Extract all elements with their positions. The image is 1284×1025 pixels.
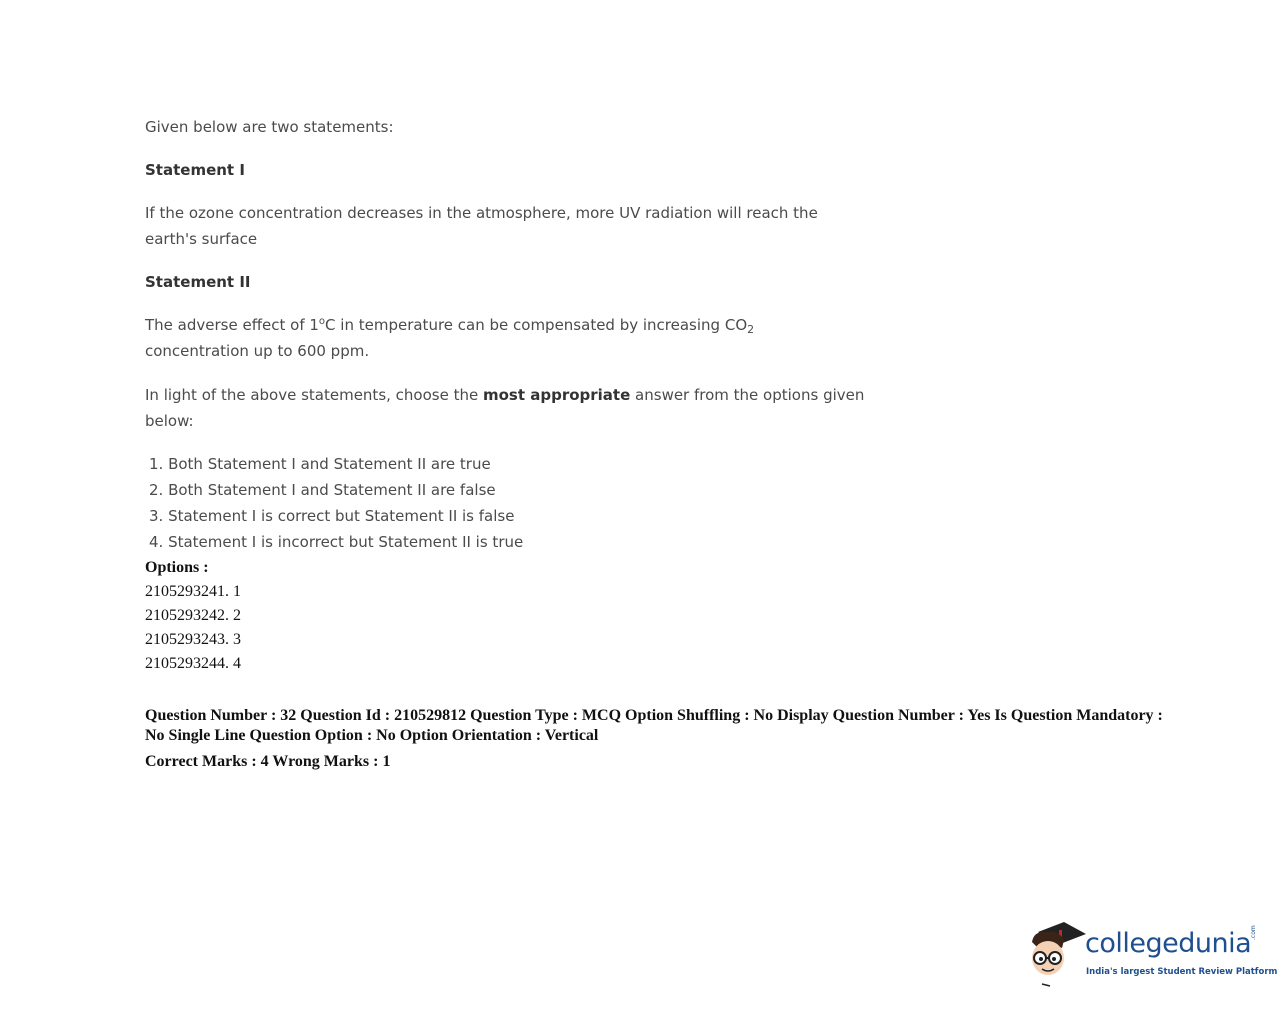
question-intro: Given below are two statements: (145, 118, 394, 136)
option-item: 2105293244. 4 (145, 655, 241, 672)
statement-2-part-1: The adverse effect of 1 (145, 316, 319, 334)
option-item: 2105293242. 2 (145, 607, 241, 624)
statement-1-text: If the ozone concentration decreases in the atmosphere, more UV radiation will reach the earth's surface (145, 204, 818, 248)
question-meta-line: Question Number : 32 Question Id : 210529812 Question Type : MCQ Option Shuffling : No Display Question Number : Yes Is Question Mandatory : No Single Line Question Option : No Option Orientation : Vertical (145, 707, 1163, 744)
logo-wordmark: collegedunia (1085, 928, 1252, 959)
degree-superscript: o (318, 316, 326, 327)
question-instruction (145, 382, 885, 434)
statement-2-part-3: concentration up to 600 ppm. (145, 342, 370, 360)
answer-choices-list (149, 451, 523, 555)
option-item: 2105293243. 3 (145, 631, 241, 648)
instruction-start: In light of the above statements, choose the (145, 386, 483, 404)
option-item: 2105293241. 1 (145, 583, 241, 600)
collegedunia-logo (1024, 916, 1278, 992)
options-title: Options : (145, 559, 209, 576)
answer-choice: 3. Statement I is correct but Statement II is false (149, 507, 515, 525)
logo-tagline: India's largest Student Review Platform (1086, 967, 1278, 977)
answer-choice: 4. Statement I is incorrect but Statement II is true (149, 533, 524, 551)
answer-choice: 2. Both Statement I and Statement II are false (149, 481, 496, 499)
statement-2-heading: Statement II (145, 273, 251, 291)
co2-subscript: 2 (747, 323, 755, 336)
statement-2-text (145, 312, 845, 364)
statement-1-heading: Statement I (145, 161, 245, 179)
student-mascot-icon (1024, 918, 1088, 988)
instruction-end: answer from the options given below: (145, 386, 865, 430)
question-metadata (145, 706, 1165, 774)
logo-suffix: .com (1250, 925, 1257, 940)
instruction-emphasis: most appropriate (482, 386, 631, 404)
answer-choice: 1. Both Statement I and Statement II are true (149, 455, 491, 473)
marks-line: Correct Marks : 4 Wrong Marks : 1 (145, 753, 391, 770)
options-block (145, 556, 241, 676)
statement-2-part-2: C in temperature can be compensated by increasing CO (325, 316, 748, 334)
